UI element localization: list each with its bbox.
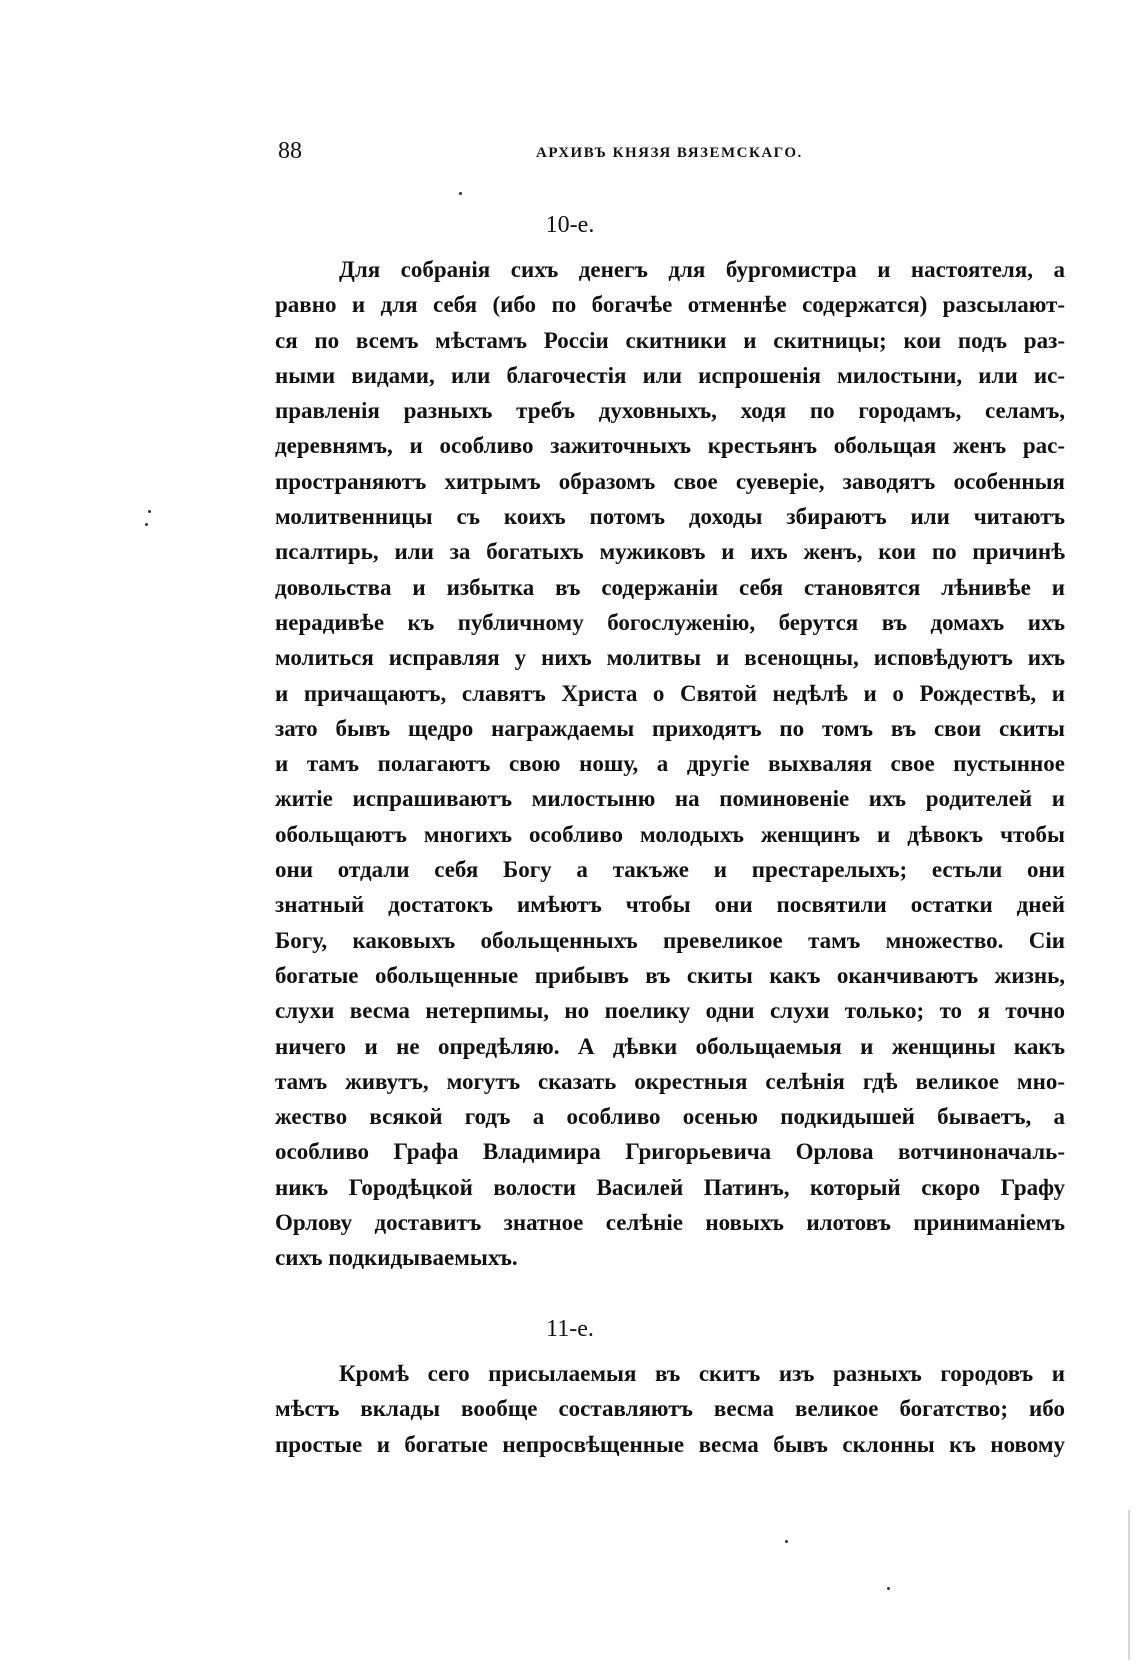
text-line: псалтирь, или за богатыхъ мужиковъ и ихъ женъ, кои по причинѣ <box>275 539 1065 565</box>
text-line: богатые обольщенные прибывъ въ скиты какъ оканчиваютъ жизнь, <box>275 962 1065 988</box>
scan-speck <box>887 1587 890 1590</box>
text-line: мѣстъ вклады вообще составляютъ весма великое богатство; ибо <box>275 1396 1065 1422</box>
text-line: довольства и избытка въ содержаніи себя становятся лѣнивѣе и <box>275 574 1065 600</box>
text-line: и причащаютъ, славятъ Христа о Святой недѣлѣ и о Рождествѣ, и <box>275 680 1065 706</box>
text-line: жество всякой годъ а особливо осенью подкидышей бываетъ, а <box>275 1104 1065 1130</box>
text-line: Орлову доставитъ знатное селѣніе новыхъ илотовъ приниманіемъ <box>275 1210 1065 1236</box>
text-line: молиться исправляя у нихъ молитвы и всенощны, исповѣдуютъ ихъ <box>275 645 1065 671</box>
text-line: особливо Графа Владимира Григорьевича Орлова вотчиноначаль- <box>275 1139 1065 1165</box>
text-line: ся по всемъ мѣстамъ Россіи скитники и скитницы; кои подъ раз- <box>275 327 1065 353</box>
text-line: Кромѣ сего присылаемыя въ скитъ изъ разныхъ городовъ и <box>339 1361 1065 1386</box>
scan-speck <box>459 192 462 195</box>
scan-speck <box>148 510 151 513</box>
text-line: молитвенницы съ коихъ потомъ доходы збираютъ или читаютъ <box>275 504 1065 530</box>
scan-speck <box>145 523 148 526</box>
paragraph-10 <box>275 252 1065 1276</box>
text-line: житіе испрашиваютъ милостыню на поминовеніе ихъ родителей и <box>275 786 1065 812</box>
text-line: ничего и не опредѣляю. А дѣвки обольщаемыя и женщины какъ <box>275 1033 1065 1059</box>
text-line: ными видами, или благочестія или испрошенія милостыни, или ис- <box>275 362 1065 388</box>
text-line: простые и богатые непросвѣщенные весма бывъ склонны къ новому <box>275 1431 1065 1457</box>
text-line: тамъ живутъ, могутъ сказать окрестныя селѣнія гдѣ великое мно- <box>275 1068 1065 1094</box>
text-line: нерадивѣе къ публичному богослуженію, берутся въ домахъ ихъ <box>275 609 1065 635</box>
text-line: сихъ подкидываемыхъ. <box>275 1245 518 1271</box>
text-line: пространяютъ хитрымъ образомъ свое суеверіе, заводятъ особенныя <box>275 468 1065 494</box>
section-heading-10: 10-е. <box>545 212 595 238</box>
text-line: Для собранія сихъ денегъ для бургомистра и настоятеля, а <box>339 257 1065 282</box>
text-line: обольщаютъ многихъ особливо молодыхъ женщинъ и дѣвокъ чтобы <box>275 821 1065 847</box>
text-line: Богу, каковыхъ обольщенныхъ превеликое тамъ множество. Сіи <box>275 927 1065 953</box>
page-number: 88 <box>278 138 302 164</box>
text-line: правленія разныхъ требъ духовныхъ, ходя по городамъ, селамъ, <box>275 398 1065 424</box>
running-head: АРХИВЪ КНЯЗЯ ВЯЗЕМСКАГО. <box>536 145 803 161</box>
paragraph-11 <box>275 1356 1065 1462</box>
section-heading-11: 11-е. <box>546 1316 594 1342</box>
text-line: зато бывъ щедро награждаемы приходятъ по томъ въ свои скиты <box>275 715 1065 741</box>
text-line: они отдали себя Богу а такъже и престарелыхъ; естьли они <box>275 857 1065 883</box>
text-line: никъ Городѣцкой волости Василей Патинъ, который скоро Графу <box>275 1174 1065 1200</box>
text-line: равно и для себя (ибо по богачѣе отменнѣе содержатся) разсылают- <box>275 292 1065 318</box>
text-line: знатный достатокъ имѣютъ чтобы они посвятили остатки дней <box>275 892 1065 918</box>
text-line: деревнямъ, и особливо зажиточныхъ крестьянъ обольщая женъ рас- <box>275 433 1065 459</box>
text-line: слухи весма нетерпимы, но поелику одни слухи только; то я точно <box>275 998 1065 1024</box>
text-line: и тамъ полагаютъ свою ношу, а другіе выхваляя свое пустынное <box>275 751 1065 777</box>
scan-speck <box>785 1540 788 1543</box>
scan-edge-mark <box>1128 1510 1130 1660</box>
